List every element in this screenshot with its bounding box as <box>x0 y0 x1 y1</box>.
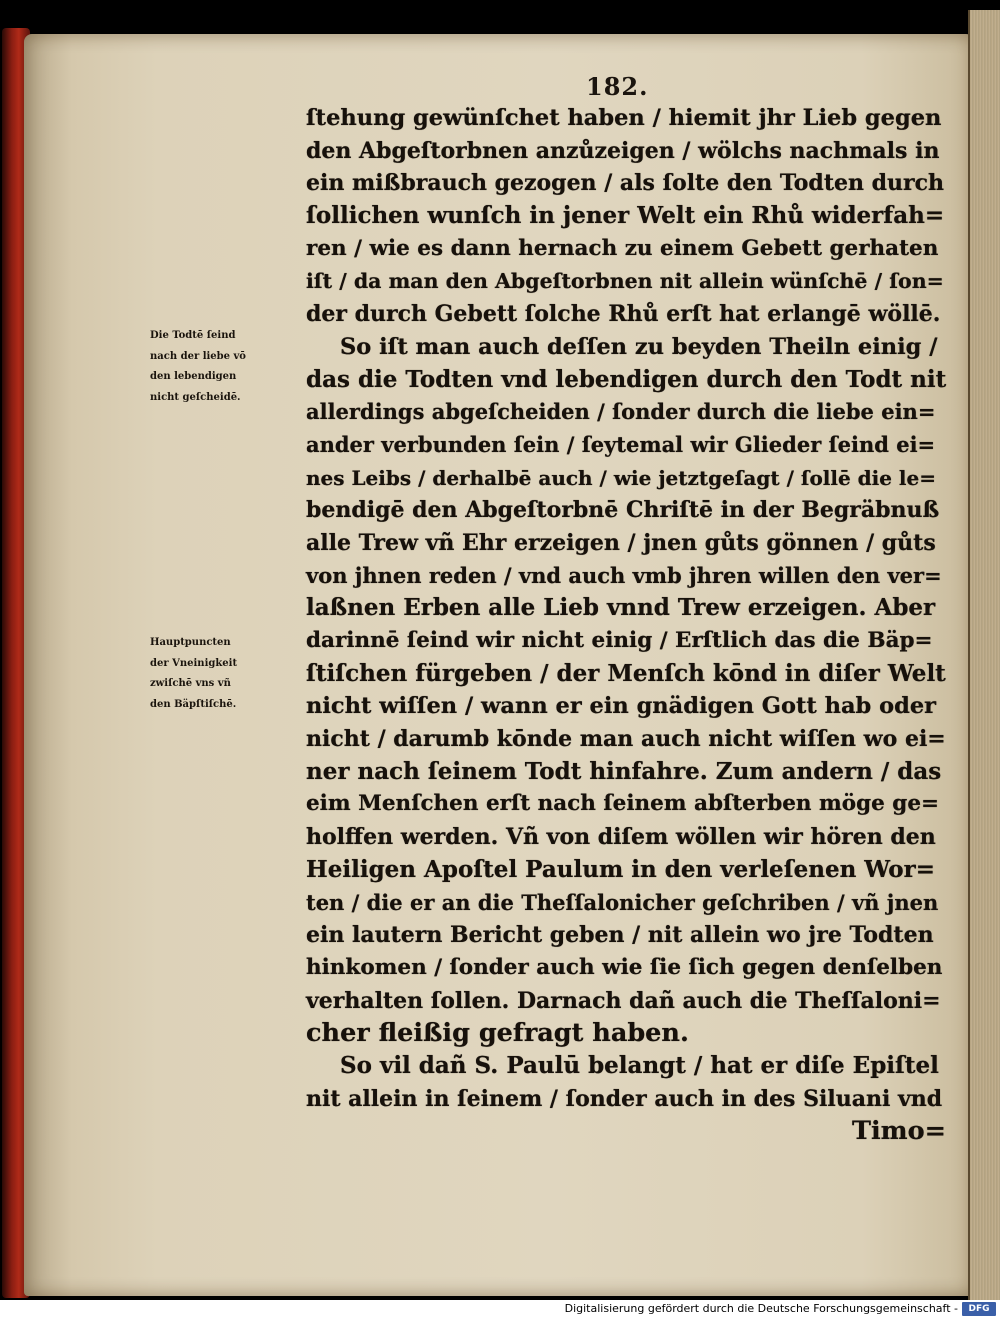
dfg-logo-icon: DFG <box>962 1302 996 1316</box>
text-line: iſt / da man den Abgeſtorbnen nit allein wünſchē / ſon= <box>306 269 944 294</box>
main-text-block <box>306 102 946 1148</box>
marginal-note <box>150 326 310 408</box>
text-line: laßnen Erben alle Lieb vnnd Trew erzeigen. Aber <box>306 594 936 622</box>
text-line: cher fleißig gefragt haben. <box>306 1018 689 1049</box>
text-line: So vil dañ S. Paulū belangt / hat er diſe Epiſtel <box>340 1051 939 1079</box>
text-line: den Abgeſtorbnen anzůzeigen / wölchs nachmals in <box>306 137 940 164</box>
text-line: ren / wie es dann hernach zu einem Gebett gerhaten <box>306 235 939 261</box>
text-line: nit allein in ſeinem / ſonder auch in des Siluani vnd <box>306 1085 943 1112</box>
text-line: Heiligen Apoſtel Paulum in den verleſenen Wor= <box>306 855 935 883</box>
text-line: alle Trew vñ Ehr erzeigen / jnen gůts gönnen / gůts <box>306 529 936 556</box>
page-number: 182. <box>586 72 649 101</box>
funding-credit: Digitalisierung gefördert durch die Deutsche Forschungsgemeinschaft - <box>564 1302 958 1315</box>
marginal-note <box>150 633 310 715</box>
text-line: So iſt man auch deſſen zu beyden Theiln einig / <box>340 333 938 360</box>
text-line: der durch Gebett ſolche Rhů erſt hat erlangē wöllē. <box>306 301 941 328</box>
digitization-footer <box>0 1300 1000 1319</box>
text-line: nes Leibs / derhalbē auch / wie jetztgeſagt / ſollē die le= <box>306 465 937 490</box>
text-line: ſtehung gewünſchet haben / hiemit jhr Lieb gegen <box>306 105 942 131</box>
marginal-note-line: den Bäpſtiſchē. <box>150 698 237 710</box>
text-line: ein mißbrauch gezogen / als ſolte den Todten durch <box>306 170 944 197</box>
text-line: ander verbunden ſein / ſeytemal wir Glieder ſeind ei= <box>306 431 936 457</box>
marginal-note-line: der Vneinigkeit <box>150 657 238 669</box>
text-line: ner nach ſeinem Todt hinfahre. Zum andern / das <box>306 757 942 785</box>
text-line: darinnē ſeind wir nicht einig / Erſtlich das die Bäp= <box>306 628 933 653</box>
text-line: hinkomen / ſonder auch wie ſie ſich gegen denſelben <box>306 954 943 980</box>
marginal-note-line: den lebendigen <box>150 371 237 382</box>
marginal-note-line: Hauptpuncten <box>150 637 231 648</box>
text-line: allerdings abgeſcheiden / ſonder durch die liebe ein= <box>306 399 936 425</box>
text-line: das die Todten vnd lebendigen durch den Todt nit <box>306 365 947 393</box>
text-line: von jhnen reden / vnd auch vmb jhren willen den ver= <box>306 562 942 588</box>
text-line: ſtiſchen fürgeben / der Menſch kōnd in diſer Welt <box>306 659 946 687</box>
page-fore-edge <box>968 10 1000 1300</box>
text-line: ein lautern Bericht geben / nit allein wo jre Todten <box>306 922 934 949</box>
text-line: nicht wiſſen / wann er ein gnädigen Gott hab oder <box>306 693 937 720</box>
marginal-note-line: zwiſchē vns vñ <box>150 678 231 689</box>
marginal-note-line: nach der liebe vō <box>150 350 246 362</box>
catchword: Timo= <box>851 1116 946 1147</box>
marginal-note-line: Die Todtē ſeind <box>150 330 236 341</box>
text-line: ſollichen wunſch in jener Welt ein Rhů widerfah= <box>306 202 945 230</box>
text-line: nicht / darumb kōnde man auch nicht wiſſen wo ei= <box>306 726 946 753</box>
text-line: ten / die er an die Theſſalonicher geſchriben / vñ jnen <box>306 889 939 915</box>
text-line: eim Menſchen erſt nach ſeinem abſterben möge ge= <box>306 791 940 817</box>
text-line: holffen werden. Vñ von diſem wöllen wir hören den <box>306 824 936 851</box>
marginal-note-line: nicht geſcheidē. <box>150 391 241 403</box>
text-line: bendigē den Abgeſtorbnē Chriſtē in der Begräbnuß <box>306 497 940 524</box>
text-line: verhalten ſollen. Darnach dañ auch die Theſſaloni= <box>306 987 941 1014</box>
